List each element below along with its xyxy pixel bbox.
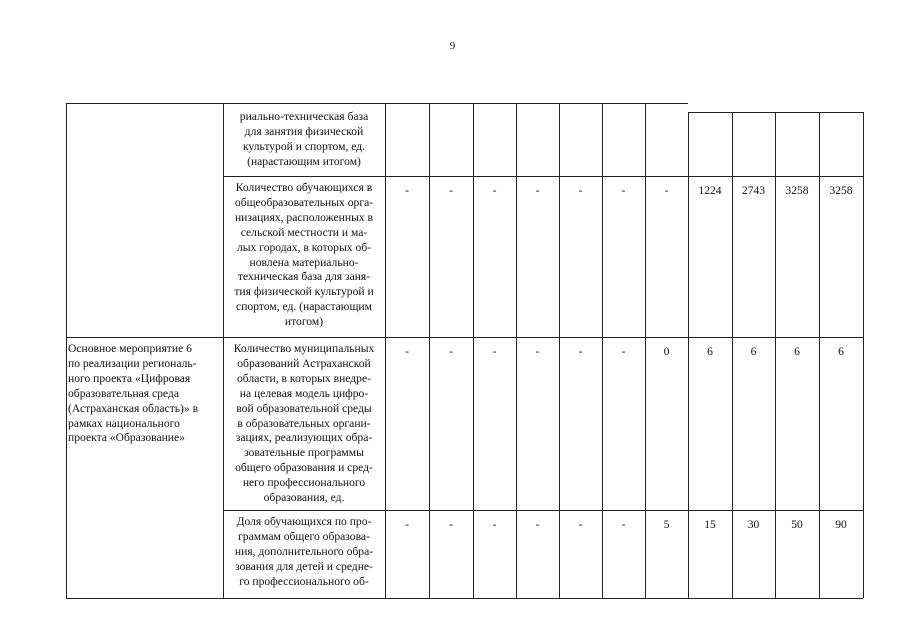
indicator-line: итогом) [284,315,324,329]
indicator-cell [224,181,384,330]
value-cell: 0 [663,345,670,358]
indicator-cell [224,110,384,170]
value-cell: - [621,345,626,358]
value-cell: - [405,518,409,531]
indicator-line: в образовательных органи- [237,416,371,430]
indicator-line: спортом, ед. (нарастающим [236,300,372,314]
value-cell: - [449,184,453,197]
indicator-line: общеобразовательных орга- [234,195,374,209]
indicator-line: на целевая модель цифро- [239,386,369,400]
indicator-line: новлена материально- [249,255,359,269]
indicator-line: образований Астраханской [237,356,371,370]
table-border [66,337,863,338]
indicator-line: для занятия физической [244,124,364,138]
indicator-line: культурой и спортом, ед. [242,139,366,153]
value-cell: 6 [794,345,800,358]
indicator-line: вой образовательной среды [236,401,372,415]
value-cell: - [535,345,540,358]
value-cell: - [492,184,497,197]
indicator-line: лых городах, в которых об- [236,240,372,254]
indicator-line: низациях, расположенных в [234,210,374,224]
indicator-line: тия физической культурой и [234,285,374,299]
indicator-line: зациях, реализующих обра- [235,431,373,445]
table-border [66,103,688,104]
activity-line: рамках национального [68,416,180,430]
table-border [863,112,864,598]
indicator-line: граммам общего образова- [238,529,370,543]
value-cell: - [449,518,453,531]
value-cell: - [405,345,409,358]
indicator-line: сельской местности и ма- [240,225,368,239]
indicator-line: ния, дополнительного обра- [234,544,374,558]
value-cell: 3258 [829,184,853,197]
table-border [66,103,67,598]
table-border [223,176,863,177]
indicator-line: Количество муниципальных [233,342,375,355]
indicator-line: го профессионального об- [239,574,369,588]
value-cell: - [578,184,583,197]
activity-line: Основное мероприятие 6 [68,342,192,355]
page-number: 9 [449,40,456,52]
activity-line: образовательная среда [68,386,179,400]
indicator-line: общего образования и сред- [235,461,373,475]
activity-line: проекта «Образование» [68,431,185,445]
indicator-line: зовательные программы [244,446,364,460]
table-border [688,112,863,113]
indicator-line: него профессионального [242,476,366,490]
indicator-cell [224,515,384,590]
indicator-cell [224,342,384,506]
indicator-line: Доля обучающихся по про- [236,515,372,528]
table-border [66,598,863,599]
indicator-line: зования для детей и средне- [235,559,373,573]
value-cell: - [621,518,626,531]
indicator-line: образования, ед. [263,491,345,505]
indicator-line: Количество обучающихся в [235,181,373,194]
value-cell: - [492,345,497,358]
table-border [223,510,863,511]
activity-line: (Астраханская область)» в [68,401,199,415]
value-cell: 3258 [785,184,809,197]
value-cell: - [535,184,540,197]
activity-line: по реализации региональ- [68,356,197,370]
value-cell: 5 [663,518,670,531]
indicator-line: риально-техническая база [239,110,369,123]
indicator-line: (нарастающим итогом) [247,154,361,168]
activity-line: ного проекта «Цифровая [68,371,191,385]
value-cell: 6 [707,345,713,358]
value-cell: - [621,184,626,197]
value-cell: 1224 [698,184,722,197]
activity-cell [68,342,221,446]
value-cell: 50 [791,518,803,531]
value-cell: 2743 [741,184,766,197]
value-cell: - [535,518,540,531]
value-cell: - [664,184,669,197]
value-cell: - [405,184,409,197]
value-cell: 90 [835,518,847,531]
indicator-line: техническая база для заня- [237,270,371,284]
value-cell: - [449,345,453,358]
value-cell: 6 [838,345,844,358]
value-cell: - [578,518,583,531]
indicator-line: области, в которых внедре- [237,371,371,385]
value-cell: 30 [747,518,760,531]
value-cell: 6 [750,345,757,358]
value-cell: - [492,518,497,531]
value-cell: - [578,345,583,358]
value-cell: 15 [704,518,716,531]
